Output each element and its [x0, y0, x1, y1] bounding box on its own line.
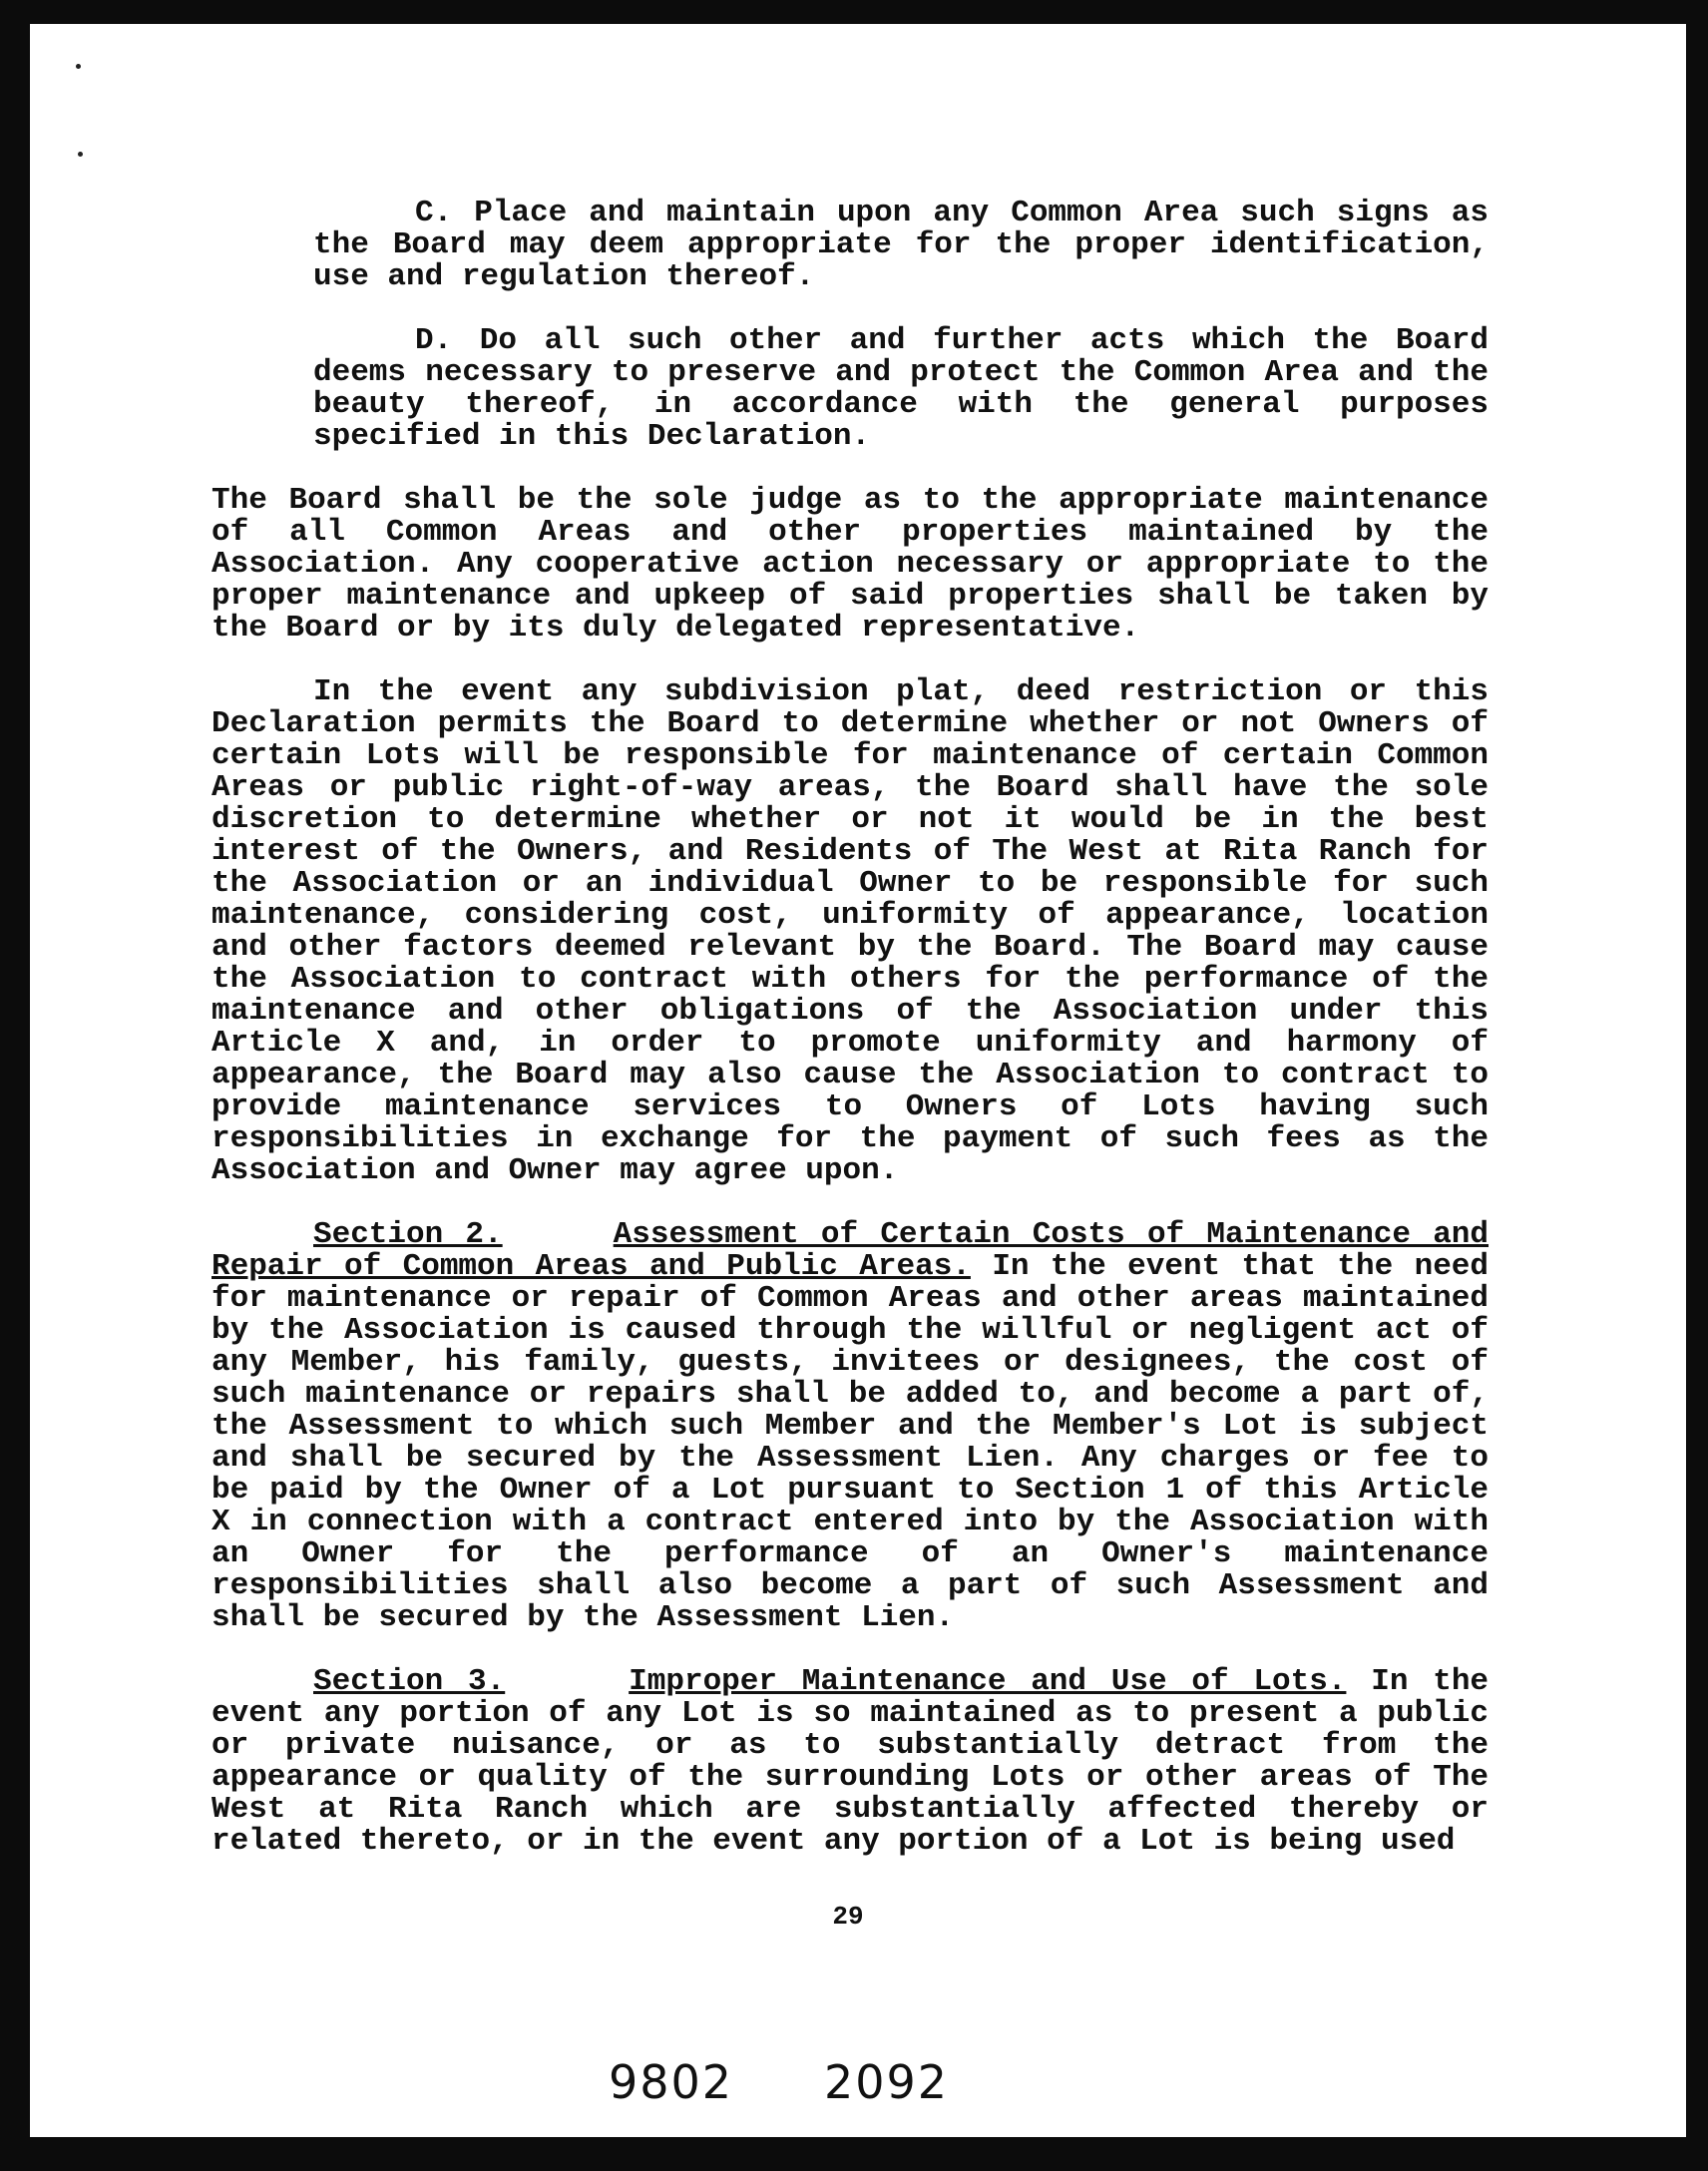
- paragraph-c: C. Place and maintain upon any Common Area such signs as the Board may deem appropriate for the proper identification, use and regulation thereof.: [313, 196, 1489, 294]
- section-2: [212, 1219, 1489, 1634]
- section-3: [212, 1666, 1489, 1858]
- section-3-title: Improper Maintenance and Use of Lots.: [629, 1664, 1347, 1699]
- paragraph-d: D. Do all such other and further acts which the Board deems necessary to preserve and protect the Common Area and the beauty thereof, in accordance with the general purposes specified in this Declaration.: [313, 323, 1489, 454]
- scan-speck: [78, 152, 83, 157]
- recording-stamp-page: 2092: [824, 2055, 950, 2109]
- section-2-body: In the event that the need for maintenance or repair of Common Areas and other areas maintained by the Association is caused through the willful or negligent act of any Member, his family, guests, invitees or designees, the cost of such maintenance or repairs shall be added to, and become a part of, the Assessment to which such Member and the Member's Lot is subject and shall be secured by the Assessment Lien. Any charges or fee to be paid by the Owner of a Lot pursuant to Section 1 of this Article X in connection with a contract entered into by the Association with an Owner for the performance of an Owner's maintenance responsibilities shall also become a part of such Assessment and shall be secured by the Assessment Lien.: [212, 1249, 1489, 1635]
- section-2-title: Assessment of Certain Costs of Maintenance and Repair of Common Areas and Public Areas.: [212, 1217, 1490, 1284]
- section-3-label: Section 3.: [313, 1664, 506, 1699]
- page-number: 29: [832, 1902, 864, 1932]
- section-3-body: In the event any portion of any Lot is so maintained as to present a public or private nuisance, or as to substantially detract from the appearance or quality of the surrounding Lots or other areas of The West at Rita Ranch which are substantially affected thereby or related thereto, or in the event any portion of a Lot is being used: [212, 1664, 1490, 1859]
- paragraph-subdivision-event: In the event any subdivision plat, deed restriction or this Declaration permits the Board to determine whether or not Owners of certain Lots will be responsible for maintenance of certain Common Areas or public right-of-way areas, the Board shall have the sole discretion to determine whether or not it would be in the best interest of the Owners, and Residents of The West at Rita Ranch for the Association or an individual Owner to be responsible for such maintenance, considering cost, uniformity of appearance, location and other factors deemed relevant by the Board. The Board may cause the Association to contract with others for the performance of the maintenance and other obligations of the Association under this Article X and, in order to promote uniformity and harmony of appearance, the Board may also cause the Association to contract to provide maintenance services to Owners of Lots having such responsibilities in exchange for the payment of such fees as the Association and Owner may agree upon.: [212, 674, 1489, 1188]
- paragraph-board-judge: The Board shall be the sole judge as to the appropriate maintenance of all Common Areas and other properties maintained by the Association. Any cooperative action necessary or appropriate to the proper maintenance and upkeep of said properties shall be taken by the Board or by its duly delegated representative.: [212, 483, 1489, 646]
- recording-stamp-book: 9802: [609, 2055, 734, 2109]
- section-2-label: Section 2.: [313, 1217, 503, 1252]
- scan-speck: [76, 64, 81, 69]
- document-body: [212, 198, 1489, 1858]
